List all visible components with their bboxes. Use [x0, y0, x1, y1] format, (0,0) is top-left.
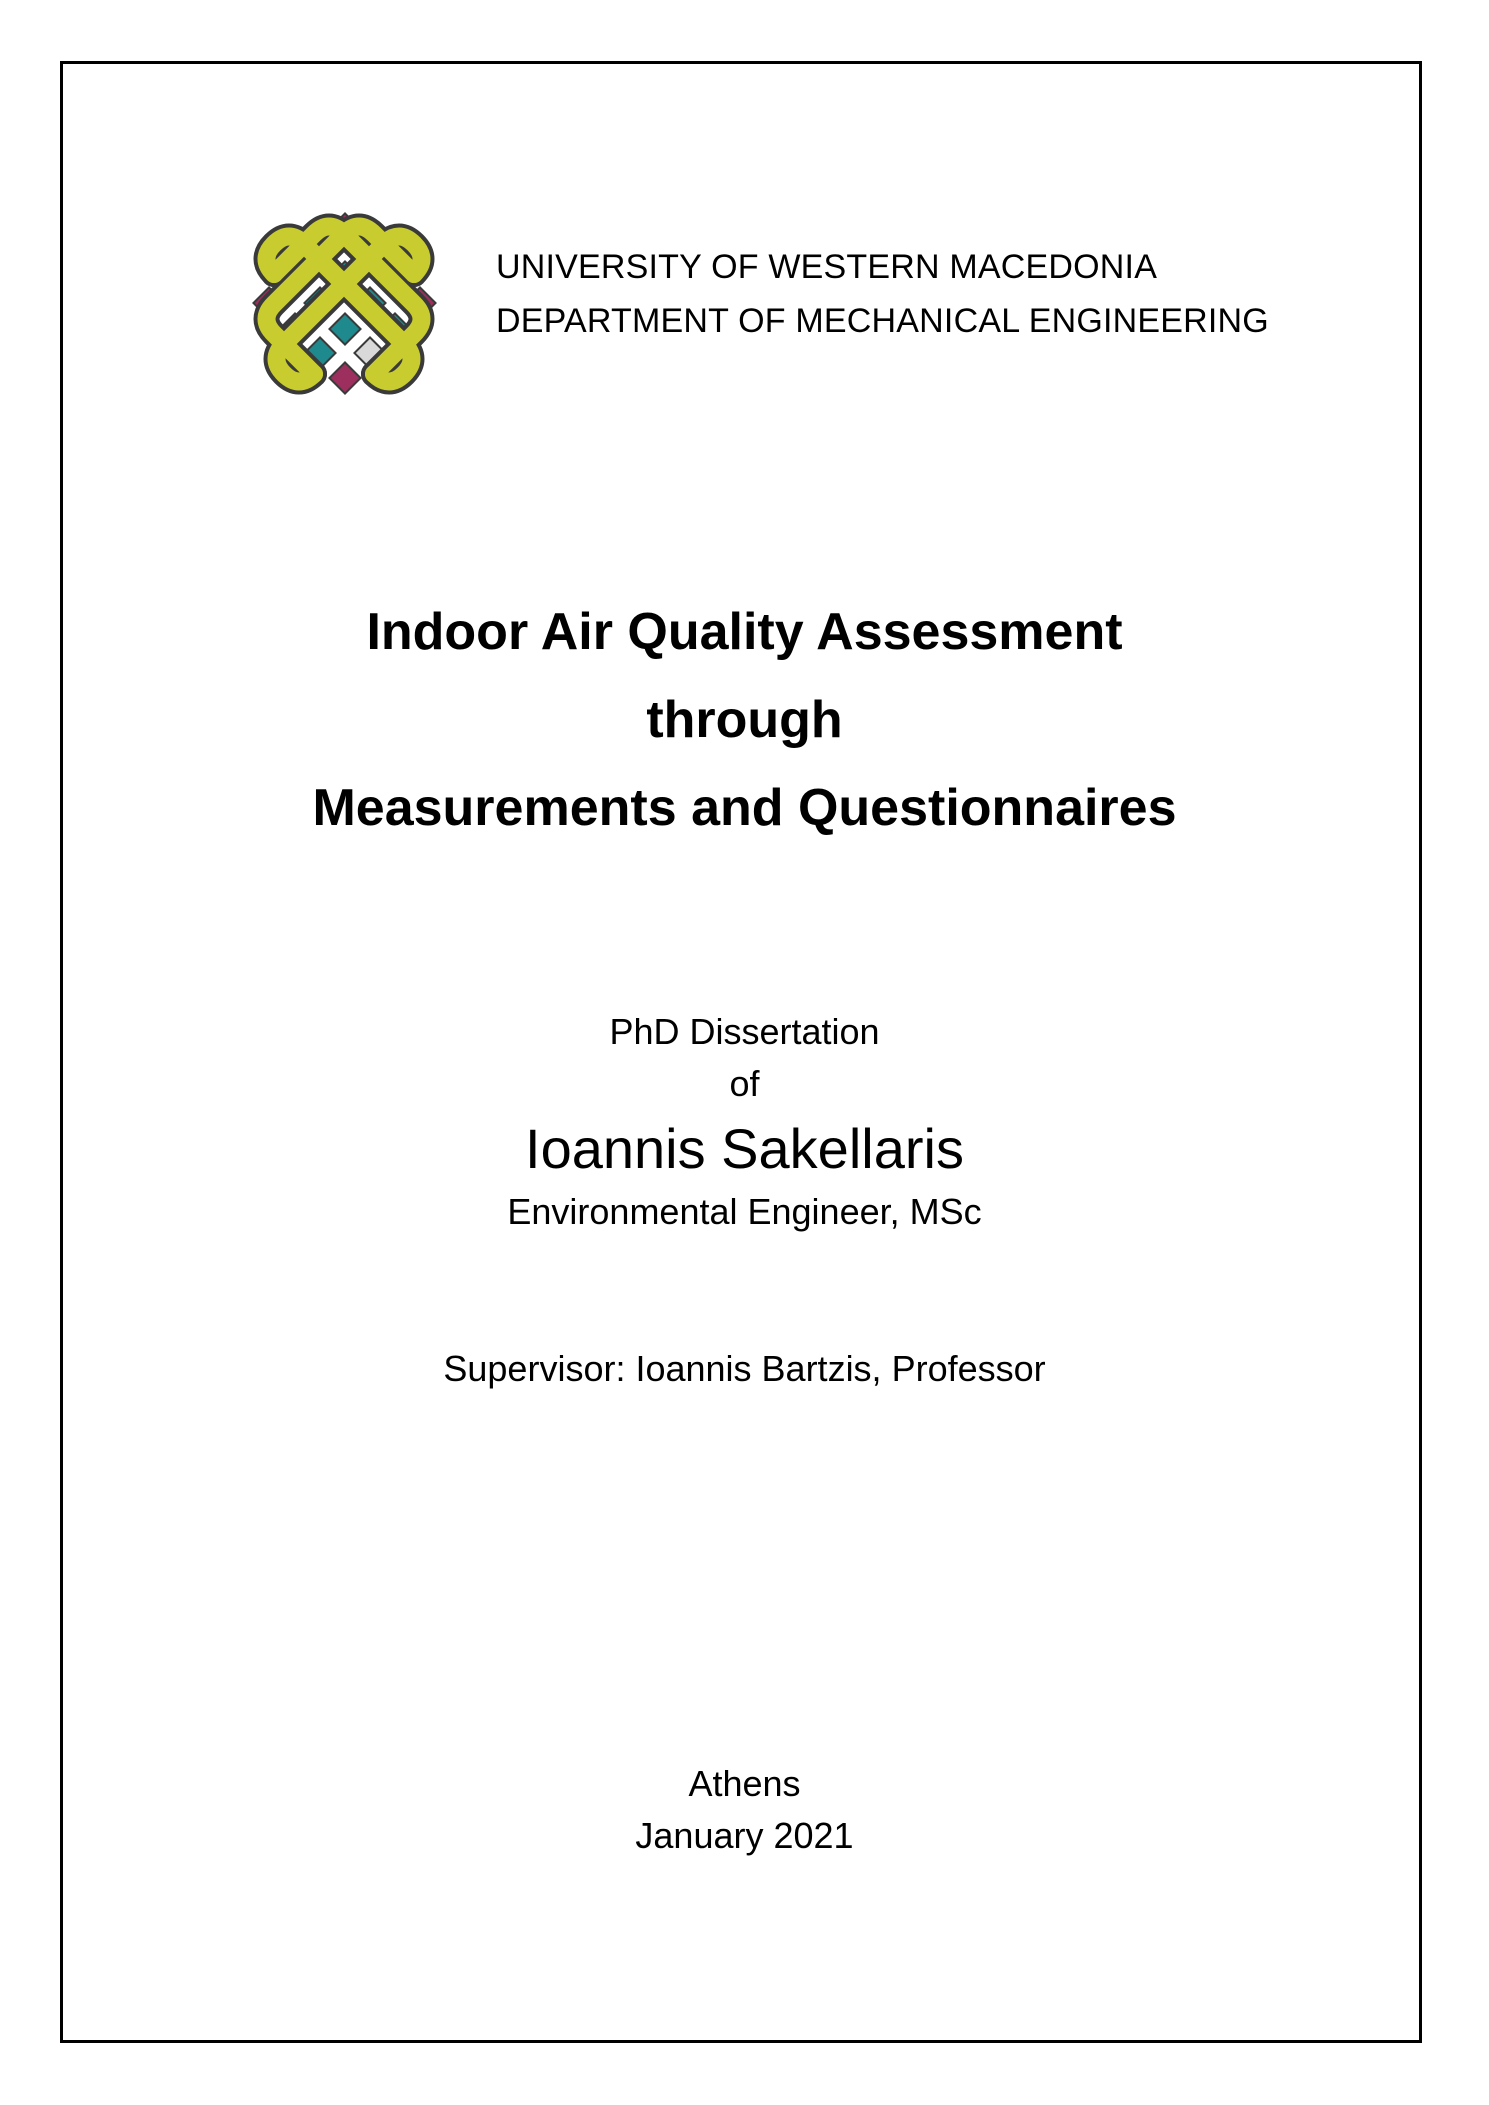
institution-header	[496, 240, 1269, 348]
department-name: DEPARTMENT OF MECHANICAL ENGINEERING	[496, 302, 1269, 340]
author-name: Ioannis Sakellaris	[525, 1117, 964, 1180]
university-knot-logo-icon	[244, 204, 444, 404]
dissertation-type: PhD Dissertation	[609, 1011, 880, 1052]
title-line-2: through	[646, 691, 843, 749]
author-title: Environmental Engineer, MSc	[507, 1191, 982, 1232]
supervisor: Supervisor: Ioannis Bartzis, Professor	[443, 1348, 1046, 1389]
title-line-1: Indoor Air Quality Assessment	[366, 603, 1123, 661]
of-text: of	[729, 1063, 760, 1104]
date: January 2021	[635, 1815, 854, 1856]
place: Athens	[688, 1763, 801, 1804]
dissertation-title	[0, 588, 1489, 852]
university-name: UNIVERSITY OF WESTERN MACEDONIA	[496, 248, 1158, 286]
title-line-3: Measurements and Questionnaires	[312, 779, 1177, 837]
